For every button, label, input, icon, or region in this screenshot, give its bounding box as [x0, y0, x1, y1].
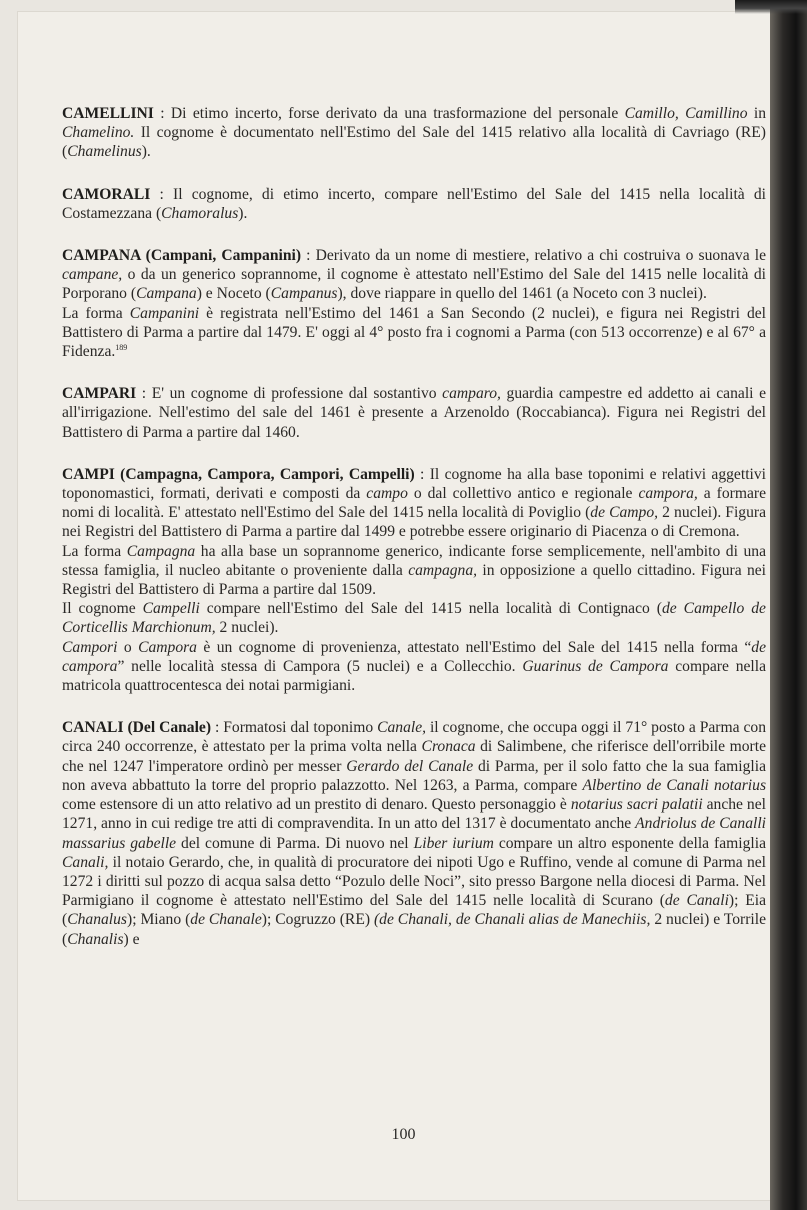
paragraph: La forma Campanini è registrata nell'Estimo del 1461 a San Secondo (2 nuclei), e figura nei Registri del Battistero di Parma a partire dal 1479. E' oggi al 4° posto fra i cognomi a Parma (con 513 occorrenze) e al 67° a Fidenza.$^{189}$	[62, 304, 767, 361]
dictionary-text	[62, 104, 766, 972]
entry-campi	[62, 465, 766, 695]
spine-shadow	[735, 0, 807, 14]
footnote-marker: 189	[115, 342, 128, 352]
entry-campana	[62, 246, 766, 361]
entry-campari	[62, 384, 766, 442]
headword: CAMPI (Campagna, Campora, Campori, Campelli)	[62, 465, 415, 483]
headword: CAMPARI	[62, 385, 137, 403]
paragraph: CAMPANA (Campani, Campanini) : Derivato da un nome di mestiere, relativo a chi costruiva o suonava le campane, o da un generico soprannome, il cognome è attestato nell'Estimo del Sale del 1415 nelle località di Porporano (Campana) e Noceto (Campanus), dove riappare in quello del 1461 (a Noceto con 3 nuclei).	[62, 247, 766, 303]
headword: CAMELLINI	[62, 105, 154, 122]
entry-camorali	[62, 185, 766, 223]
entry-canali	[62, 718, 766, 948]
paragraph: CANALI (Del Canale) : Formatosi dal toponimo Canale, il cognome, che occupa oggi il 71° posto a Parma con circa 240 occorrenze, è attestato per la prima volta nella Cronaca di Salimbene, che riferisce dell'orribile morte che nel 1247 l'imperatore ordinò per messer Gerardo del Canale di Parma, per il solo fatto che la sua famiglia non aveva abbattuto la torre del proprio palazzotto. Nel 1263, a Parma, compare Albertino de Canali notarius come estensore di un atto relativo ad un prestito di denaro. Questo personaggio è notarius sacri palatii anche nel 1271, anno in cui redige tre atti di compravendita. In un atto del 1317 è documentato anche Andriolus de Canalli massarius gabelle del comune di Parma. Di nuovo nel Liber iurium compare un altro esponente della famiglia Canali, il notaio Gerardo, che, in qualità di procuratore dei nipoti Ugo e Ruffino, vende al comune di Parma nel 1272 i diritti sul pozzo di acqua salsa detto “Pozulo delle Noci”, sito presso Bargone nella diocesi di Parma. Nel Parmigiano il cognome è attestato nell'Estimo del Sale del 1415 nelle località di Scurano (de Canali); Eia (Chanalus); Miano (de Chanale); Cogruzzo (RE) (de Chanali, de Chanali alias de Manechiis, 2 nuclei) e Torrile (Chanalis) e	[62, 719, 767, 948]
paragraph: CAMORALI : Il cognome, di etimo incerto, compare nell'Estimo del Sale del 1415 nella località di Costamezzana (Chamoralus).	[62, 185, 766, 222]
book-spine	[770, 0, 807, 1210]
paragraph: Il cognome Campelli compare nell'Estimo del Sale del 1415 nella località di Contignaco (de Campello de Corticellis Marchionum, 2 nuclei).	[62, 600, 766, 637]
paragraph: La forma Campagna ha alla base un soprannome generico, indicante forse semplicemente, nell'ambito di una stessa famiglia, il nucleo abitante o proveniente dalla campagna, in opposizione a quello cittadino. Figura nei Registri del Battistero di Parma a partire dal 1509.	[62, 542, 766, 599]
headword: CANALI (Del Canale)	[62, 719, 212, 737]
paragraph: CAMPI (Campagna, Campora, Campori, Campelli) : Il cognome ha alla base toponimi e relativi aggettivi toponomastici, formati, derivati e composti da campo o dal collettivo antico e regionale campora, a formare nomi di località. E' attestato nell'Estimo del Sale del 1415 nella località di Poviglio (de Campo, 2 nuclei). Figura nei Registri del Battistero di Parma a partire dal 1499 e potrebbe essere originario di Piacenza o di Cremona.	[62, 465, 767, 541]
paragraph: Campori o Campora è un cognome di provenienza, attestato nell'Estimo del Sale del 1415 nella forma “de campora” nelle località stessa di Campora (5 nuclei) e a Collecchio. Guarinus de Campora compare nella matricola quattrocentesca dei notai parmigiani.	[62, 638, 767, 695]
page-number: 100	[391, 1126, 416, 1143]
paragraph: CAMPARI : E' un cognome di professione dal sostantivo camparo, guardia campestre ed addetto ai canali e all'irrigazione. Nell'estimo del sale del 1461 è presente a Arzenoldo (Roccabianca). Figura nei Registri del Battistero di Parma a partire dal 1460.	[62, 385, 766, 441]
headword: CAMPANA (Campani, Campanini)	[62, 247, 302, 265]
headword: CAMORALI	[62, 185, 151, 203]
entry-camellini	[62, 104, 766, 162]
paragraph: CAMELLINI : Di etimo incerto, forse derivato da una trasformazione del personale Camillo, Camillino in Chamelino. Il cognome è documentato nell'Estimo del Sale del 1415 relativo alla località di Cavriago (RE) (Chamelinus).	[62, 105, 767, 161]
